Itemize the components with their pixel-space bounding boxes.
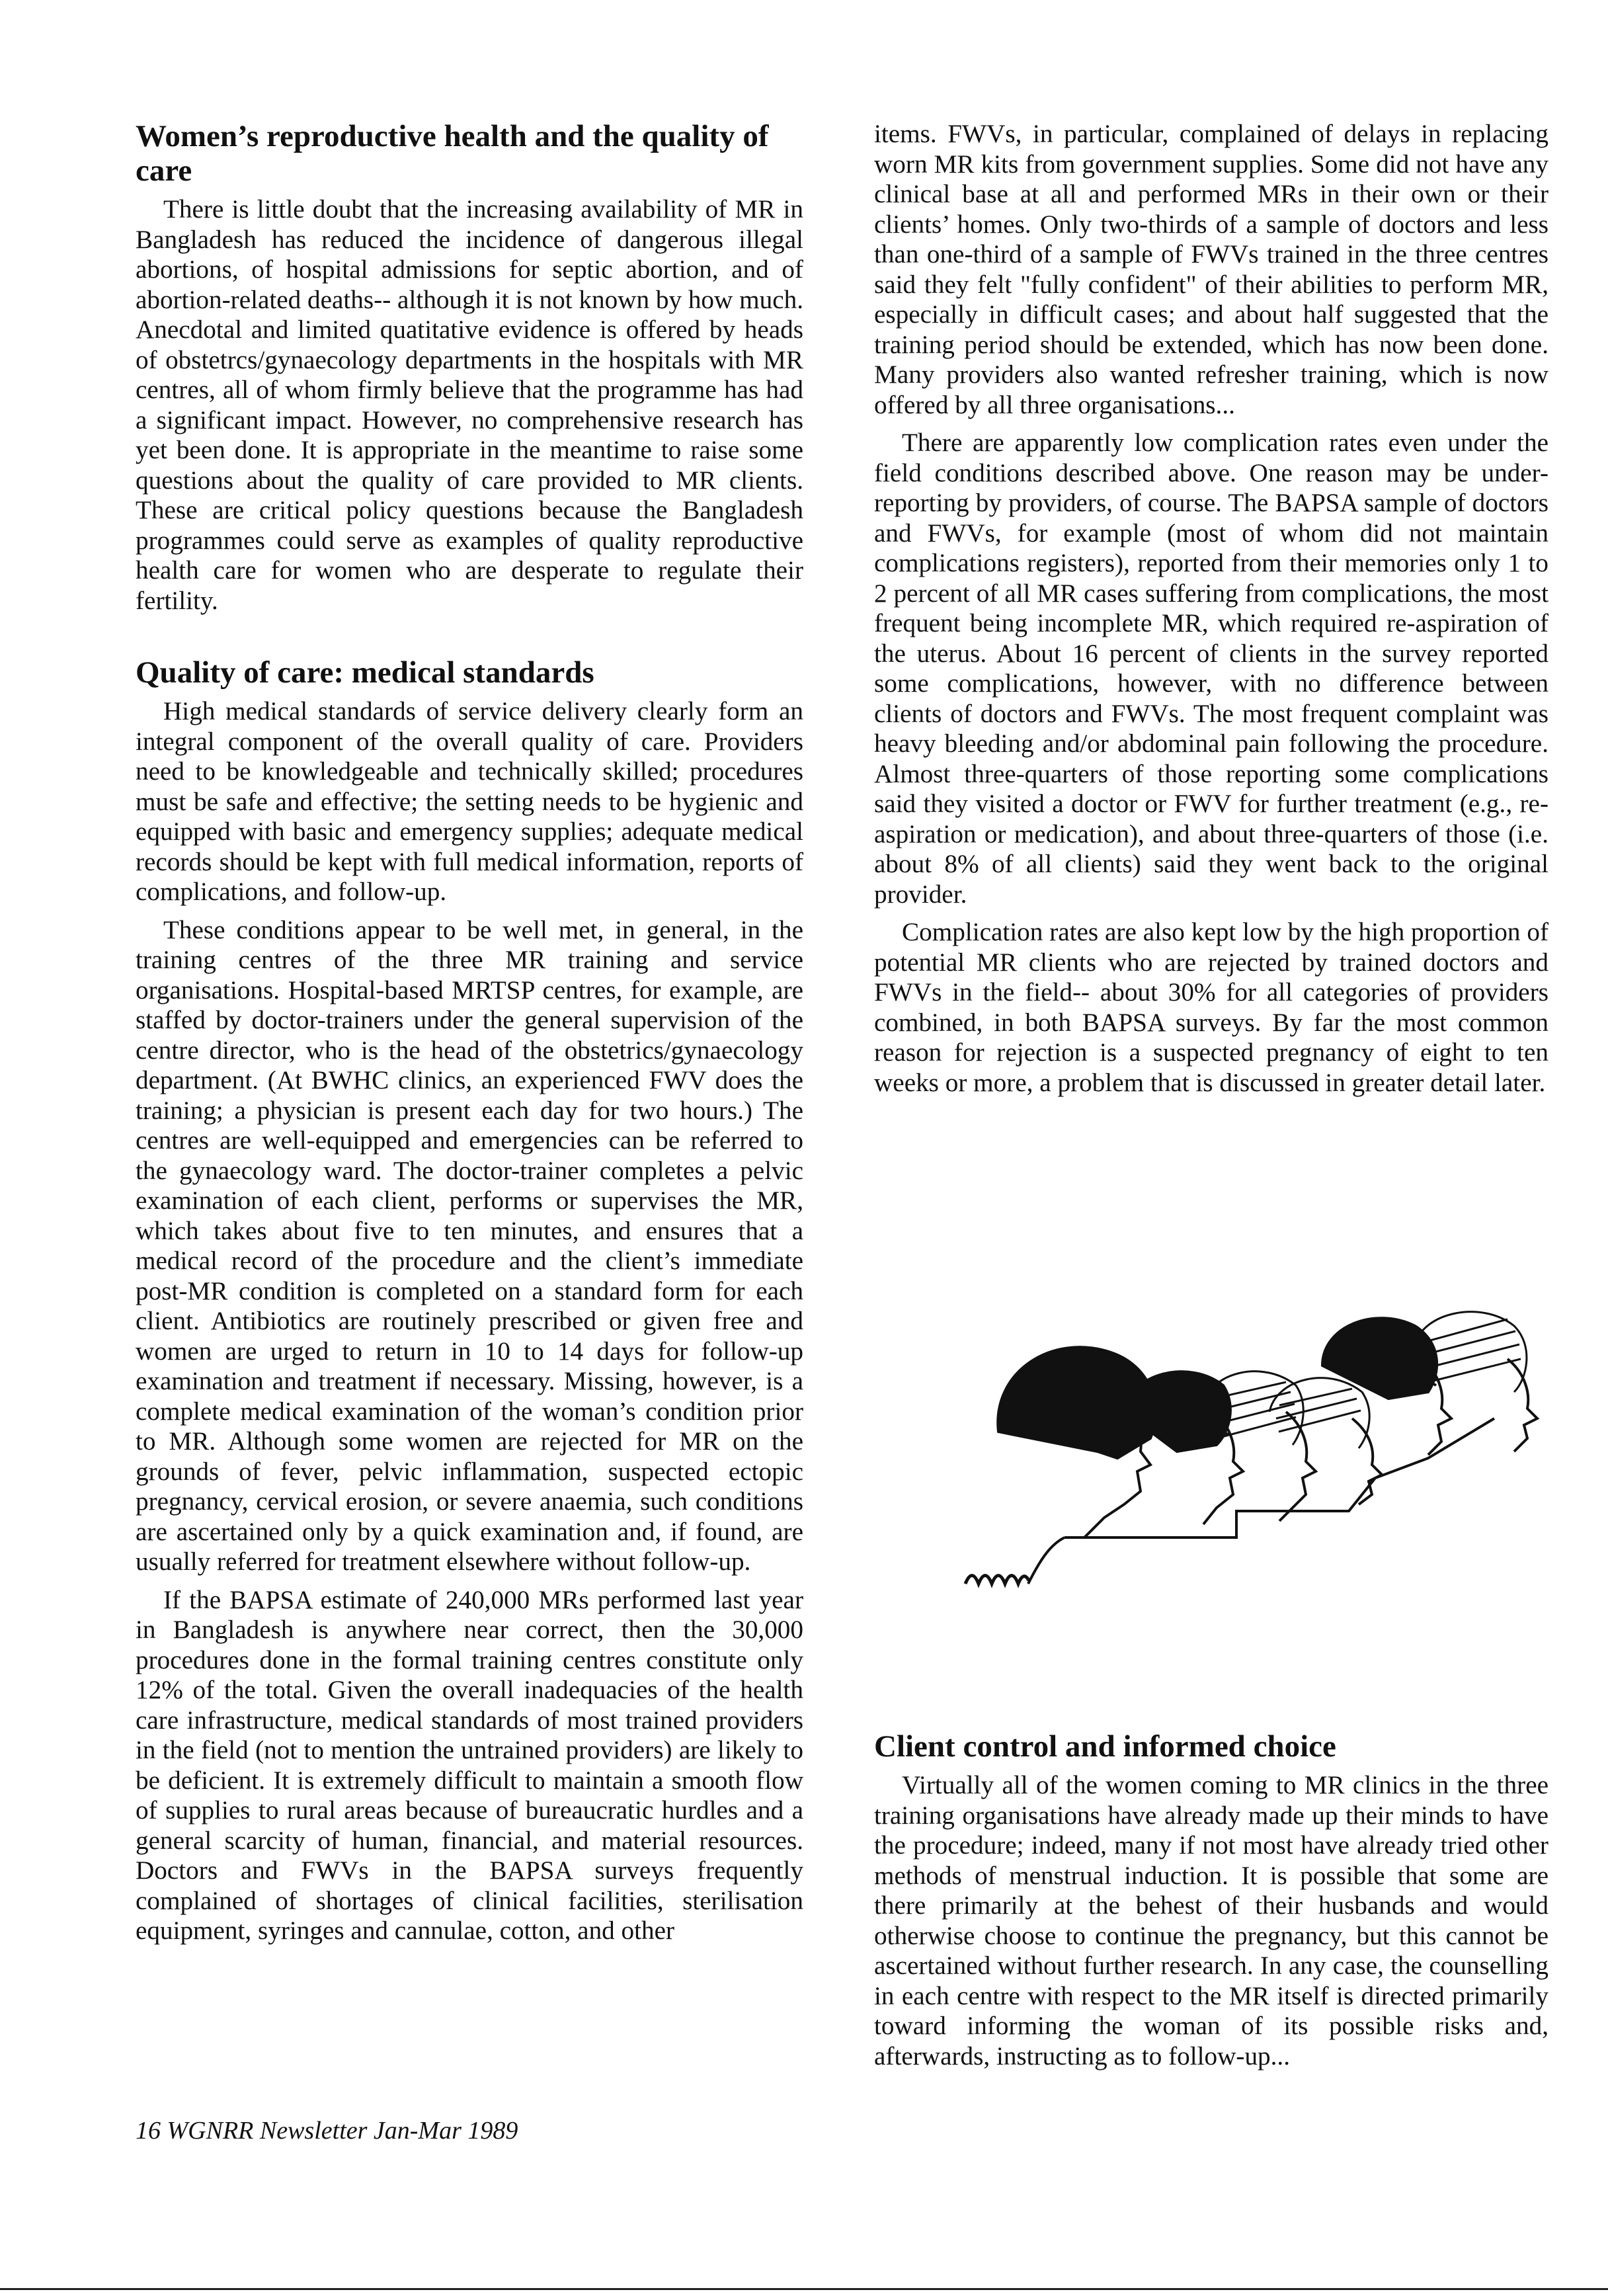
women-faces-illustration (952, 1293, 1547, 1604)
body-paragraph: Complication rates are also kept low by the high proportion of potential MR clients who are rejected by trained doctors and FWVs in the field-- about 30% for all categories of providers combined, in both BAPSA surveys. By far the most common reason for rejection is a suspected pregnancy of eight to ten weeks or more, a problem that is discussed in greater detail later. (874, 918, 1548, 1097)
face-1 (998, 1347, 1155, 1538)
body-paragraph: items. FWVs, in particular, complained of delays in replacing worn MR kits from government supplies. Some did not have any clinical base at all and performed MRs in their own or their clients’ homes. Only two-thirds of a sample of doctors and less than one-third of a sample of FWVs trained in the three centres said they felt "fully confident" of their abilities to perform MR, especially in difficult cases; and about half suggested that the training period should be extended, which has now been done. Many providers also wanted refresher training, which is now offered by all three organisations... (874, 120, 1548, 419)
bottom-rule (0, 2288, 1608, 2290)
body-paragraph: These conditions appear to be well met, in general, in the training centres of the three MR training and service organisations. Hospital-based MRTSP centres, for example, are staffed by doctor-trainers under the general supervision of the centre director, who is the head of the obstetrics/gynaecology department. (At BWHC clinics, an experienced FWV does the training; a physician is present each day for two hours.) The centres are well-equipped and emergencies can be referred to the gynaecology ward. The doctor-trainer completes a pelvic examination of each client, performs or supervises the MR, which takes about five to ten minutes, and ensures that a medical record of the procedure and the client’s immediate post-MR condition is completed on a standard form for each client. Antibiotics are routinely prescribed or given free and women are urged to return in 10 to 14 days for follow-up examination and treatment if necessary. Missing, however, is a complete medical examination of the woman’s condition prior to MR. Although some women are rejected for MR on the grounds of fever, pelvic inflammation, suspected ectopic pregnancy, cervical erosion, or severe anaemia, such conditions are ascertained only by a quick examination and, if found, are usually referred for treatment elsewhere without follow-up. (136, 915, 803, 1576)
left-column (136, 119, 803, 1954)
body-paragraph: If the BAPSA estimate of 240,000 MRs performed last year in Bangladesh is anywhere near correct, then the 30,000 procedures done in the formal training centres constitute only 12% of the total. Given the overall inadequacies of the health care infrastructure, medical standards of most trained providers in the field (not to mention the untrained providers) are likely to be deficient. It is extremely difficult to maintain a smooth flow of supplies to rural areas because of bureaucratic hurdles and a general scarcity of human, financial, and material resources. Doctors and FWVs in the BAPSA surveys frequently complained of shortages of clinical facilities, sterilisation equipment, syringes and cannulae, cotton, and other (136, 1585, 803, 1945)
section-heading-reproductive-health: Women’s reproductive health and the quality of care (136, 119, 769, 188)
body-paragraph: There are apparently low complication rates even under the field conditions described above. One reason may be under-reporting by providers, of course. The BAPSA sample of doctors and FWVs, for example (most of whom did not maintain complications registers), reported from their memories only 1 to 2 percent of all MR cases suffering from complications, the most frequent being incomplete MR, which required re-aspiration of the uterus. About 16 percent of clients in the survey reported some complications, however, with no difference between clients of doctors and FWVs. The most frequent complaint was heavy bleeding and/or abdominal pain following the procedure. Almost three-quarters of those reporting some complications said they visited a doctor or FWV for further treatment (e.g., re-aspiration or medication), and about three-quarters of those (i.e. about 8% of all clients) said they went back to the original provider. (874, 429, 1548, 909)
body-paragraph: There is little doubt that the increasing availability of MR in Bangladesh has reduced the incidence of dangerous illegal abortions, of hospital admissions for septic abortion, and of abortion-related deaths-- although it is not known by how much. Anecdotal and limited quatitative evidence is offered by heads of obstetrcs/gynaecology departments in the hospitals with MR centres, all of whom firmly believe that the programme has had a significant impact. However, no comprehensive research has yet been done. It is appropriate in the meantime to raise some questions about the quality of care provided to MR clients. These are critical policy questions because the Bangladesh programmes could serve as examples of quality reproductive health care for women who are desperate to regulate their fertility. (136, 195, 803, 615)
right-column-lower (874, 1729, 1548, 2079)
face-4 (1269, 1378, 1382, 1504)
section-heading-medical-standards: Quality of care: medical standards (136, 655, 594, 690)
section-heading-client-control: Client control and informed choice (874, 1729, 1336, 1764)
right-column (874, 119, 1548, 1106)
page-footer: 16 WGNRR Newsletter Jan-Mar 1989 (136, 2117, 518, 2145)
face-5 (1322, 1318, 1451, 1455)
body-paragraph: High medical standards of service delivery clearly form an integral component of the overall quality of care. Providers need to be knowledgeable and technically skilled; procedures must be safe and effective; the setting needs to be hygienic and equipped with basic and emergency supplies; adequate medical records should be kept with full medical information, reports of complications, and follow-up. (136, 697, 803, 906)
body-paragraph: Virtually all of the women coming to MR clinics in the three training organisations have already made up their minds to have the procedure; indeed, many if not most have already tried other methods of menstrual induction. It is possible that some are there primarily at the behest of their husbands and would otherwise choose to continue the pregnancy, but this cannot be ascertained without further research. In any case, the counselling in each centre with respect to the MR itself is directed primarily toward informing the woman of its possible risks and, afterwards, instructing as to follow-up... (874, 1771, 1548, 2070)
